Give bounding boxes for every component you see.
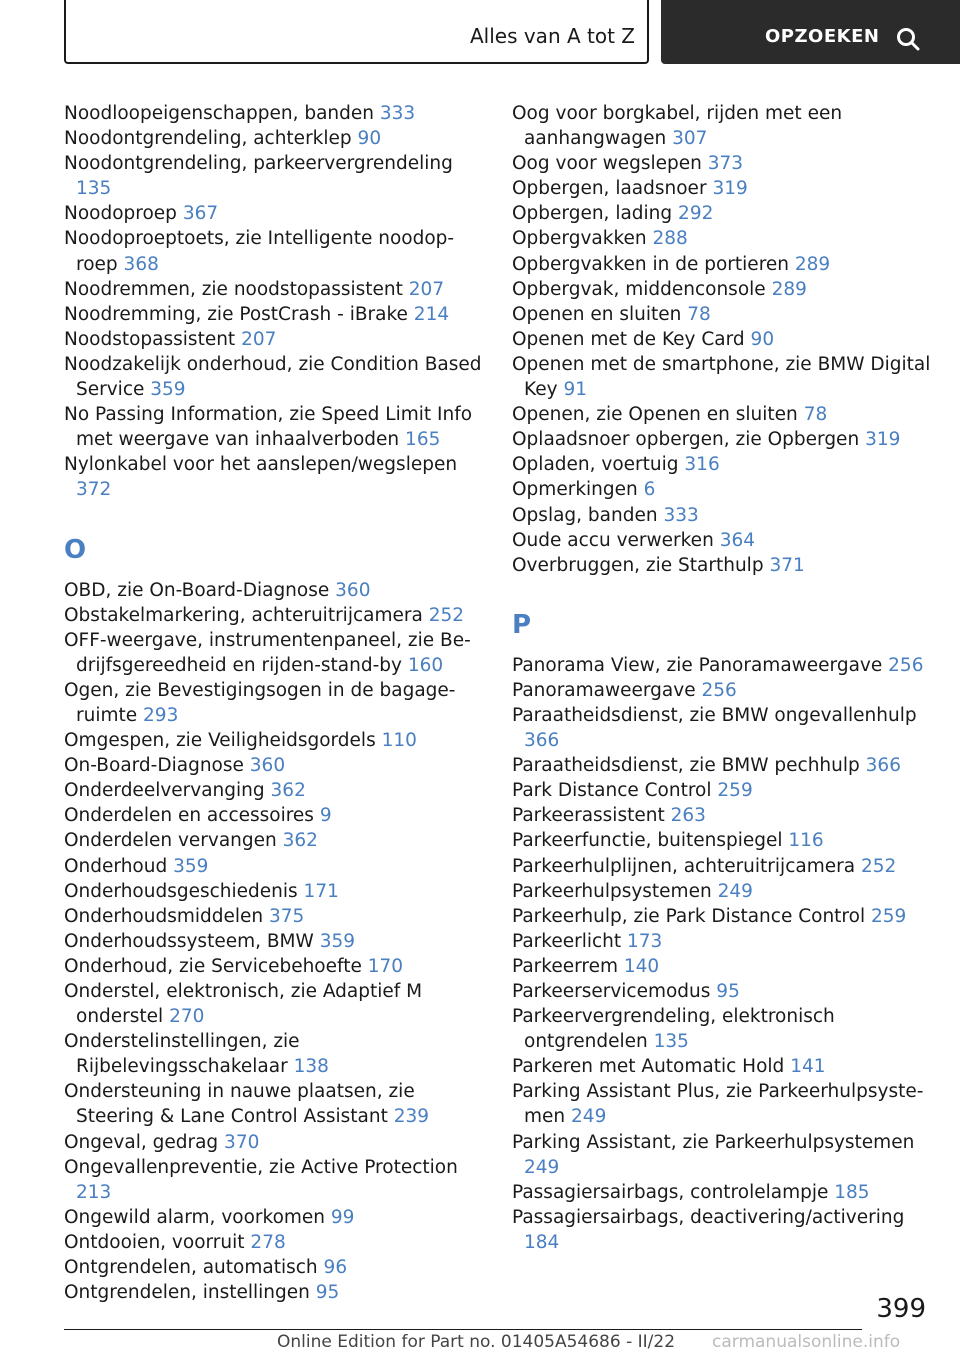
page-link[interactable]: 110 (381, 730, 417, 752)
index-entry-text: Noodremmen, zie noodstopassistent (64, 278, 403, 300)
index-entry (512, 854, 932, 879)
index-entry-text: Noodstopassistent (64, 328, 236, 350)
index-entry (64, 1079, 484, 1129)
index-entry (512, 452, 932, 477)
page-link[interactable]: 289 (771, 278, 807, 300)
index-entry-text: Onderdeelvervanging (64, 780, 265, 802)
page-link[interactable]: 78 (803, 404, 828, 426)
page-link[interactable]: 78 (687, 303, 711, 325)
index-entry (64, 828, 484, 853)
index-entry (64, 1255, 484, 1280)
index-entry (512, 929, 932, 954)
page-link[interactable]: 259 (717, 780, 753, 802)
index-entry-text: Panorama View, zie Panoramaweergave (512, 654, 883, 676)
page-link[interactable]: 90 (357, 128, 382, 150)
index-entry (512, 703, 932, 753)
page-link[interactable]: 141 (790, 1056, 826, 1078)
index-entry-text: Passagiersairbags, controlelampje (512, 1181, 829, 1203)
page-link[interactable]: 319 (712, 178, 748, 200)
index-entry (512, 101, 932, 151)
page-link[interactable]: 288 (652, 228, 688, 250)
page-link[interactable]: 96 (323, 1257, 348, 1279)
index-entry (512, 277, 932, 302)
page-link[interactable]: 140 (623, 955, 660, 977)
index-letter-heading: O (64, 534, 87, 565)
search-button[interactable] (661, 0, 960, 64)
index-entry (512, 828, 932, 853)
page-link[interactable]: 367 (182, 203, 219, 225)
index-entry (512, 427, 932, 452)
page-link[interactable]: 292 (678, 203, 714, 225)
edition-text: Online Edition for Part no. 01405A54686 - II/22 (277, 1332, 676, 1352)
index-entry-text: Noodremming, zie PostCrash - iBrake (64, 303, 408, 325)
index-entry (512, 151, 932, 176)
index-entry-text: Obstakelmarkering, achteruitrijcamera (64, 604, 423, 626)
page-link[interactable]: 207 (241, 328, 277, 350)
page-link[interactable]: 135 (76, 178, 112, 200)
index-entry (512, 553, 932, 578)
index-entry-text: Parkeerhulpsystemen (512, 880, 712, 902)
index-entry-text: OBD, zie On-Board-Diagnose (64, 579, 330, 601)
index-entry (512, 352, 932, 402)
index-entry-text: Parkeerassistent (512, 805, 665, 827)
index-entry-text: Openen met de smartphone, zie BMW Digital Key (512, 353, 931, 401)
index-entry (64, 352, 484, 402)
index-entry-text: Opbergvak, middenconsole (512, 278, 766, 300)
page-link[interactable]: 249 (524, 1156, 560, 1178)
index-entry (512, 1180, 932, 1205)
index-entry (64, 578, 484, 603)
page-link[interactable]: 259 (870, 905, 907, 927)
index-entry-text: Noodoproep (64, 203, 177, 225)
index-entry-text: Onderdelen en accessoires (64, 805, 314, 827)
index-entry (64, 277, 484, 302)
page-link[interactable]: 95 (716, 981, 740, 1002)
index-entry-text: Noodzakelijk onderhoud, zie Condition Based Service (64, 353, 482, 401)
page-link[interactable]: 249 (571, 1106, 607, 1128)
index-entry (64, 954, 484, 979)
index-entry (64, 126, 484, 151)
index-entry (512, 778, 932, 803)
page-link[interactable]: 263 (670, 805, 706, 827)
index-entry (64, 854, 484, 879)
index-entry-text: Parkeren met Automatic Hold (512, 1056, 785, 1078)
page-link[interactable]: 359 (319, 930, 356, 952)
page-link[interactable]: 173 (627, 930, 663, 952)
index-entry-text: Noodoproeptoets, zie Intelligente noodoproep (64, 228, 455, 275)
index-entry-text: Onderdelen vervangen (64, 830, 277, 852)
index-entry (64, 628, 484, 678)
page-link[interactable]: 270 (169, 1006, 205, 1028)
page-link[interactable]: 95 (315, 1282, 340, 1304)
index-entry (64, 678, 484, 728)
index-entry (64, 753, 484, 778)
page-link[interactable]: 289 (794, 253, 831, 275)
index-entry (64, 1280, 484, 1305)
index-entry-text: Parkeervergrendeling, elektronisch ontgrendelen (512, 1006, 835, 1053)
index-entry (64, 101, 484, 126)
index-entry-text: Panoramaweergave (512, 679, 696, 701)
index-entry (512, 226, 932, 251)
page-link[interactable]: 184 (524, 1231, 560, 1253)
index-entry (512, 1079, 932, 1129)
index-entry-text: Onderstelinstellingen, zie Rijbelevingsschakelaar (64, 1031, 300, 1078)
index-entry-text: Onderhoud, zie Servicebehoefte (64, 955, 362, 977)
page-link[interactable]: 373 (707, 153, 744, 175)
page-link[interactable]: 213 (76, 1181, 112, 1203)
page-link[interactable]: 165 (405, 429, 441, 451)
index-entry-text: Paraatheidsdienst, zie BMW ongevallenhulp (512, 704, 917, 726)
index-entry (64, 728, 484, 753)
page-number: 399 (876, 1294, 926, 1324)
index-entry-text: No Passing Information, zie Speed Limit Info met weergave van inhaalverboden (64, 404, 473, 451)
index-entry-text: Parkeerrem (512, 955, 618, 977)
index-entry-text: Noodontgrendeling, parkeervergrendeling (64, 153, 453, 175)
page-link[interactable]: 185 (834, 1181, 870, 1203)
index-entry (64, 1230, 484, 1255)
index-entry-text: Parkeerfunctie, buitenspiegel (512, 830, 783, 852)
page-link[interactable]: 293 (143, 704, 179, 726)
index-entry (512, 528, 932, 553)
page-link[interactable]: 359 (173, 855, 209, 877)
index-entry (64, 1130, 484, 1155)
page-link[interactable]: 360 (249, 755, 286, 777)
index-entry (512, 302, 932, 327)
index-entry (64, 452, 484, 502)
page-link[interactable]: 90 (750, 328, 775, 350)
index-entry-text: Ongeval, gedrag (64, 1131, 219, 1153)
index-entry-text: Onderhoudsmiddelen (64, 905, 264, 927)
index-entry (512, 753, 932, 778)
page-link[interactable]: 370 (224, 1131, 260, 1153)
page-link[interactable]: 170 (367, 955, 404, 977)
index-entry-text: Openen met de Key Card (512, 328, 745, 350)
page-link[interactable]: 91 (563, 379, 587, 401)
index-entry (64, 879, 484, 904)
index-entry-text: Ontgrendelen, automatisch (64, 1257, 318, 1279)
section-label: Alles van A tot Z (469, 24, 635, 48)
index-entry-text: Ogen, zie Bevestigingsogen in de bagageruimte (64, 679, 456, 726)
footer-divider (64, 1329, 862, 1330)
index-letter-heading: P (512, 609, 532, 640)
index-entry-text: Opslag, banden (512, 504, 658, 526)
index-entry (64, 803, 484, 828)
page-link[interactable]: 372 (76, 479, 112, 501)
index-entry-text: On-Board-Diagnose (64, 755, 244, 777)
index-entry (512, 477, 932, 502)
index-entry-text: Oplaadsnoer opbergen, zie Opbergen (512, 429, 860, 451)
page-link[interactable]: 360 (335, 579, 371, 601)
index-entry-text: Oog voor wegslepen (512, 153, 702, 175)
index-entry-text: Opbergen, lading (512, 203, 673, 225)
index-entry-text: Park Distance Control (512, 780, 712, 802)
index-entry (64, 603, 484, 628)
page-link[interactable]: 116 (788, 830, 824, 852)
index-entry-text: Opmerkingen (512, 479, 638, 501)
index-entry-text: Opbergen, laadsnoer (512, 178, 707, 200)
index-entry (512, 904, 932, 929)
page-link[interactable]: 333 (663, 504, 699, 526)
page-link[interactable]: 138 (293, 1056, 329, 1078)
index-entry (64, 1155, 484, 1205)
page-link[interactable]: 135 (653, 1031, 689, 1053)
index-entry (512, 1054, 932, 1079)
index-entry-text: Overbruggen, zie Starthulp (512, 554, 764, 576)
index-entry (64, 151, 484, 201)
index-entry (512, 1130, 932, 1180)
index-entry-text: Noodontgrendeling, achterklep (64, 128, 352, 150)
index-entry (64, 302, 484, 327)
page-link[interactable]: 214 (413, 303, 450, 325)
index-entry (512, 653, 932, 678)
section-tab[interactable] (64, 0, 649, 64)
index-entry (64, 1205, 484, 1230)
index-entry (64, 929, 484, 954)
index-entry-text: Ontgrendelen, instellingen (64, 1282, 310, 1304)
index-entry-text: Opbergvakken in de portieren (512, 253, 789, 275)
page-link[interactable]: 359 (150, 379, 186, 401)
page-link[interactable]: 368 (123, 253, 159, 275)
search-icon (895, 26, 921, 52)
index-entry-text: Omgespen, zie Veiligheidsgordels (64, 730, 376, 752)
index-entry-text: Nylonkabel voor het aanslepen/wegslepen (64, 454, 458, 476)
page-link[interactable]: 9 (319, 805, 332, 827)
index-entry (512, 1205, 932, 1255)
index-entry (512, 252, 932, 277)
index-entry-text: Opbergvakken (512, 228, 647, 250)
page-link[interactable]: 362 (282, 830, 318, 852)
index-column-right (512, 101, 932, 1255)
page-link[interactable]: 256 (701, 679, 737, 701)
page-link[interactable]: 333 (379, 103, 416, 124)
page-link[interactable]: 362 (270, 780, 306, 802)
page-link[interactable]: 307 (672, 128, 708, 150)
search-label: OPZOEKEN (765, 26, 880, 47)
index-entry (512, 879, 932, 904)
index-entry (64, 226, 484, 276)
index-entry-text: Parking Assistant Plus, zie Parkeerhulpsystemen (512, 1081, 924, 1128)
index-entry-text: Openen en sluiten (512, 303, 682, 325)
page-link[interactable]: 249 (717, 880, 753, 902)
index-entry-text: Passagiersairbags, deactivering/activering (512, 1206, 905, 1228)
index-entry-text: Parkeerhulplijnen, achteruitrijcamera (512, 855, 856, 877)
page-link[interactable]: 375 (269, 905, 305, 927)
index-entry-text: Paraatheidsdienst, zie BMW pechhulp (512, 755, 860, 777)
page-link[interactable]: 239 (393, 1106, 430, 1128)
index-entry-text: Ontdooien, voorruit (64, 1231, 245, 1253)
index-entry-text: Ongevallenpreventie, zie Active Protection (64, 1156, 458, 1178)
index-entry (64, 778, 484, 803)
index-entry-text: Parkeerlicht (512, 930, 622, 952)
index-entry (64, 979, 484, 1029)
index-entry (64, 201, 484, 226)
index-entry (64, 1029, 484, 1079)
page-link[interactable]: 171 (303, 880, 339, 902)
index-entry-text: Onderstel, elektronisch, zie Adaptief M onderstel (64, 981, 423, 1028)
index-entry (512, 979, 932, 1004)
page-link[interactable]: 252 (860, 855, 897, 877)
index-entry-text: Parkeerhulp, zie Park Distance Control (512, 905, 866, 927)
index-entry (512, 803, 932, 828)
page-link[interactable]: 256 (888, 654, 924, 676)
index-entry-text: Noodloopeigenschappen, banden (64, 103, 374, 124)
index-entry (512, 402, 932, 427)
page-link[interactable]: 366 (865, 755, 901, 777)
index-entry (512, 176, 932, 201)
page-link[interactable]: 160 (407, 654, 444, 676)
index-entry-text: Openen, zie Openen en sluiten (512, 404, 798, 426)
page-header (64, 0, 960, 64)
index-entry-text: Onderhoudsgeschiedenis (64, 880, 298, 902)
page-link[interactable]: 366 (524, 730, 560, 752)
index-entry-text: Opladen, voertuig (512, 454, 679, 476)
index-entry-text: Oog voor borgkabel, rijden met een aanhangwagen (512, 103, 843, 150)
index-entry (64, 402, 484, 452)
index-entry (64, 904, 484, 929)
index-entry (64, 327, 484, 352)
index-entry-text: Onderhoud (64, 855, 168, 877)
index-entry-text: OFF-weergave, instrumentenpaneel, zie Bedrijfsgereedheid en rijden-stand-by (64, 629, 471, 676)
index-column-left (64, 101, 484, 1305)
page-link[interactable]: 319 (865, 429, 901, 451)
index-entry (512, 678, 932, 703)
index-entry-text: Oude accu verwerken (512, 529, 714, 551)
watermark-text: carmanualsonline.info (712, 1332, 901, 1352)
page-link[interactable]: 371 (769, 554, 805, 576)
page-link[interactable]: 252 (428, 604, 465, 626)
index-entry (512, 1004, 932, 1054)
index-entry (512, 201, 932, 226)
page-link[interactable]: 207 (408, 278, 445, 300)
page-link[interactable]: 278 (250, 1231, 286, 1253)
index-entry (512, 503, 932, 528)
page-link[interactable]: 6 (643, 479, 656, 501)
index-entry-text: Ongewild alarm, voorkomen (64, 1206, 326, 1228)
page-link[interactable]: 99 (330, 1206, 355, 1228)
index-entry (512, 954, 932, 979)
page-link[interactable]: 316 (684, 454, 720, 476)
index-entry (512, 327, 932, 352)
index-entry-text: Onderhoudssysteem, BMW (64, 930, 314, 952)
index-entry-text: Ondersteuning in nauwe plaatsen, zie Steering & Lane Control Assistant (64, 1081, 415, 1128)
index-entry-text: Parkeerservicemodus (512, 981, 711, 1002)
page-link[interactable]: 364 (719, 529, 755, 551)
index-entry-text: Parking Assistant, zie Parkeerhulpsystemen (512, 1131, 915, 1153)
